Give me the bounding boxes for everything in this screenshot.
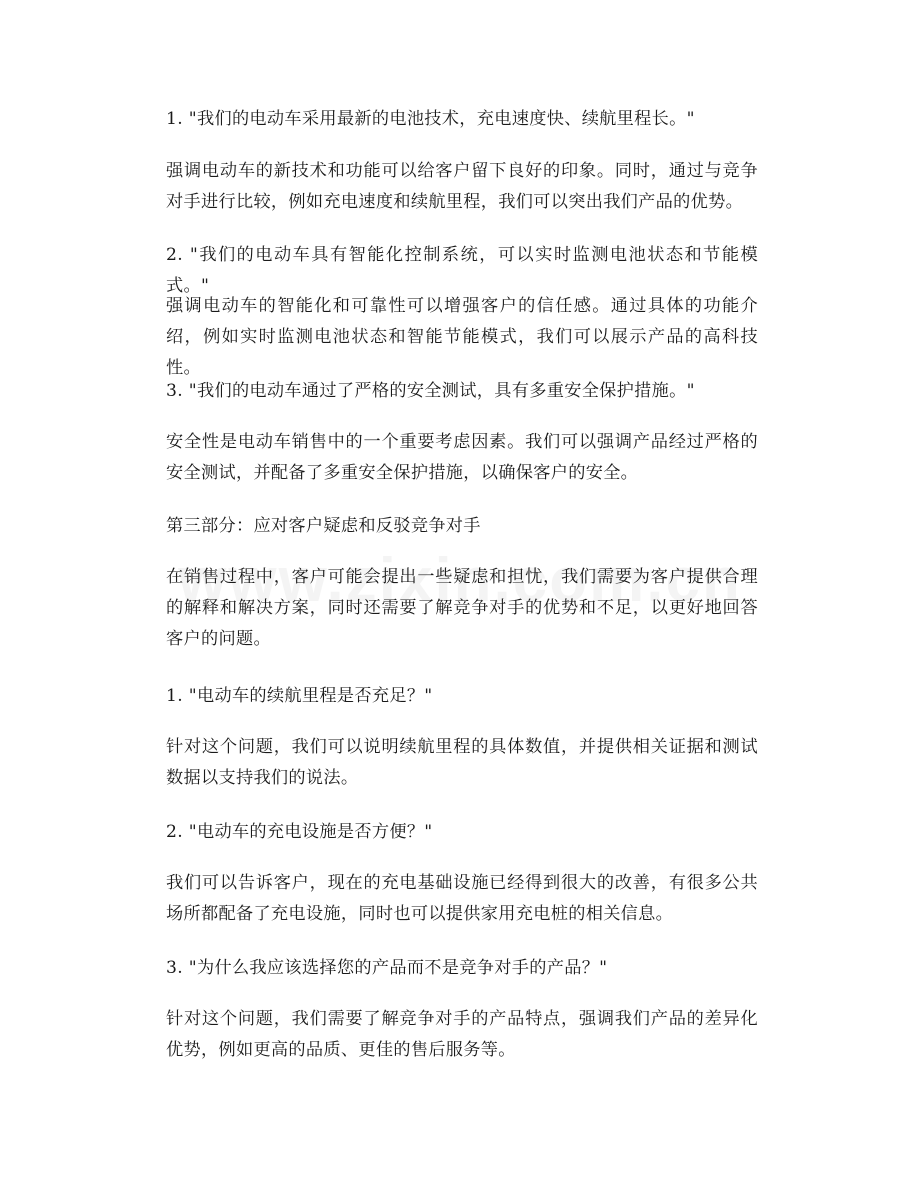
section-heading: 第三部分：应对客户疑虑和反驳竞争对手 (166, 516, 481, 536)
item-3-explanation: 安全性是电动车销售中的一个重要考虑因素。我们可以强调产品经过严格的安全测试，并配备了多重安全保护措施，以确保客户的安全。 (166, 432, 758, 483)
question-3: 3. "为什么我应该选择您的产品而不是竞争对手的产品？" (166, 958, 608, 978)
section-intro: 在销售过程中，客户可能会提出一些疑虑和担忧，我们需要为客户提供合理的解释和解决方案，同时还需要了解竞争对手的优势和不足，以更好地回答客户的问题。 (166, 567, 758, 649)
answer-1: 针对这个问题，我们可以说明续航里程的具体数值，并提供相关证据和测试数据以支持我们的说法。 (166, 737, 758, 788)
answer-3: 针对这个问题，我们需要了解竞争对手的产品特点，强调我们产品的差异化优势，例如更高的品质、更佳的售后服务等。 (166, 1009, 758, 1060)
item-3-claim: 3. "我们的电动车通过了严格的安全测试，具有多重安全保护措施。" (166, 381, 695, 401)
item-1-explanation: 强调电动车的新技术和功能可以给客户留下良好的印象。同时，通过与竞争对手进行比较，例如充电速度和续航里程，我们可以突出我们产品的优势。 (166, 161, 758, 212)
question-2: 2. "电动车的充电设施是否方便？" (166, 822, 433, 842)
question-1: 1. "电动车的续航里程是否充足？" (166, 686, 433, 706)
item-2-explanation: 强调电动车的智能化和可靠性可以增强客户的信任感。通过具体的功能介绍，例如实时监测电池状态和智能节能模式，我们可以展示产品的高科技性。 (166, 296, 758, 378)
item-1-claim: 1. "我们的电动车采用最新的电池技术，充电速度快、续航里程长。" (166, 109, 695, 129)
answer-2: 我们可以告诉客户，现在的充电基础设施已经得到很大的改善，有很多公共场所都配备了充电设施，同时也可以提供家用充电桩的相关信息。 (166, 873, 758, 924)
item-2-claim: 2. "我们的电动车具有智能化控制系统，可以实时监测电池状态和节能模式。" (166, 245, 758, 296)
